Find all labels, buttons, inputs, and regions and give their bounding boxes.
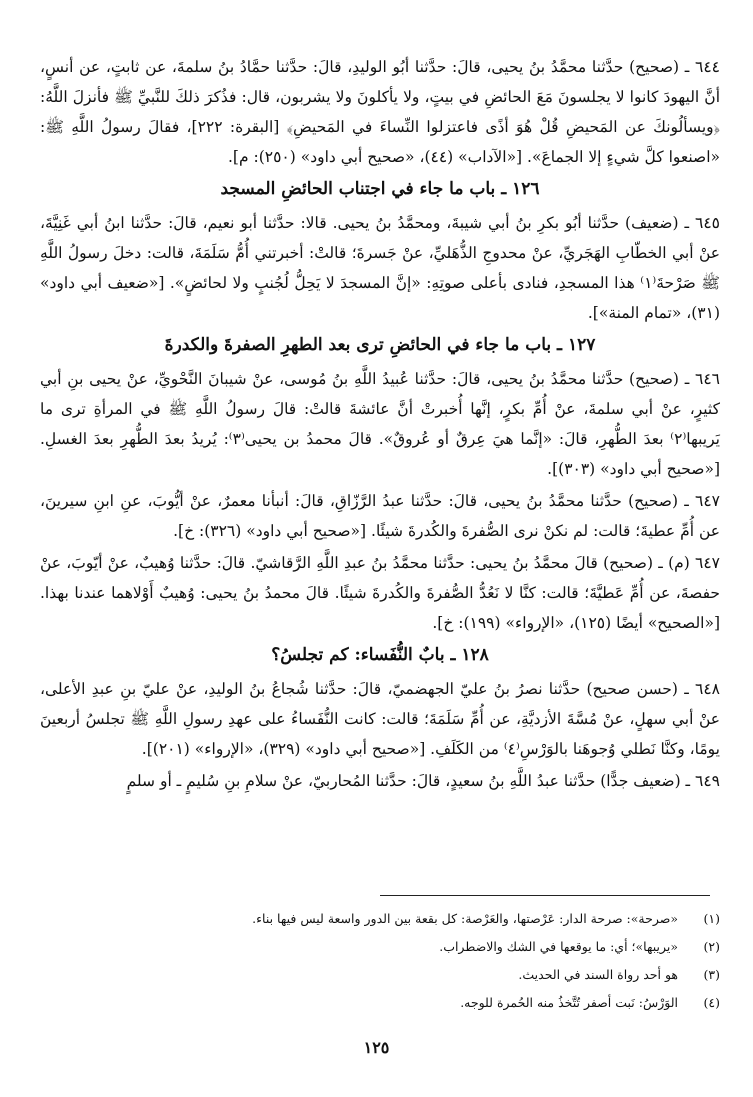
footnote-text: «يريبها»؛ أي: ما يوقعها في الشك والاضطراب. <box>439 939 678 954</box>
footnote-3 <box>40 961 720 989</box>
page-number: ١٢٥ <box>363 1038 390 1057</box>
footnote-text: «صرحة»: صرحة الدار: عَرْصتها، والعَرْصة: كل بقعة بين الدور واسعة ليس فيها بناء. <box>252 911 678 926</box>
footnote-text: هو أحد رواة السند في الحديث. <box>518 967 678 982</box>
hadith-649: ٦٤٩ ـ (ضعيف جدًّا) حدَّثنا عبدُ اللَّهِ بنُ سعيدٍ، قالَ: حدَّثنا المُحاربيّ، عنْ سلامِ بنِ سُليمٍ ـ أو سلمٍ <box>126 772 720 790</box>
hadith-647: ٦٤٧ ـ (صحيح) حدَّثنا محمَّدُ بنُ يحيى، قالَ: حدَّثنا عبدُ الرَّزّاقِ، قالَ: أنبأنا معمرٌ، عنْ أيُّوبَ، عنِ ابنِ سيرينَ، عن أُمِّ عطيةَ؛ قالت: لم نكنْ نرى الصُّفرةَ والكُدرةَ شيئًا. [«صحيح أبي داود» (٣٢٦): خ]. <box>40 492 720 540</box>
footnotes <box>40 905 720 1017</box>
hadith-647m: ٦٤٧ (م) ـ (صحيح) قالَ محمَّدُ بنُ يحيى: حدَّثنا محمَّدُ بنُ عبدِ اللَّهِ الرَّقاشيّ. قالَ: حدَّثنا وُهيبٌ، عنْ أيّوبَ، عنْ حفصةَ، عن أُمِّ عَطيَّةَ؛ قالت: كنَّا لا نَعُدُّ الصُّفرةَ والكُدرةَ شيئًا. قالَ محمدُ بنُ يحيى: وُهيبٌ أَوْلاهما عندنا بهذا. [«الصحيح» أيضًا (١٢٥)، «الإرواء» (١٩٩): خ]. <box>40 554 720 632</box>
footnote-2 <box>40 933 720 961</box>
chapter-128-title: ١٢٨ ـ بابٌ النُّفَساء: كم تجلسُ؟ <box>271 645 489 665</box>
footnote-4 <box>40 989 720 1017</box>
chapter-127-title: ١٢٧ ـ باب ما جاء في الحائضِ ترى بعد الطهرِ الصفرةَ والكدرةَ <box>164 335 596 355</box>
footnote-1 <box>40 905 720 933</box>
footnote-number: (٢) <box>703 939 720 954</box>
hadith-644: ٦٤٤ ـ (صحيح) حدَّثنا محمَّدُ بنُ يحيى، قالَ: حدَّثنا أبُو الوليدِ، قالَ: حدَّثنا حمَّادُ بنُ سلمةَ، عن ثابتٍ، عن أنسٍ، أنَّ اليهودَ كانوا لا يجلسونَ مَعَ الحائضِ في بيتٍ، ولا يأكلونَ ولا يشربون، قال: فذُكرَ ذلكَ للنَّبيِّ ﷺ فأنزلَ اللَّهُ: ﴿ويسألُونكَ عن المَحيضِ قُلْ هُوَ أذًى فاعتزلوا النِّساءَ في المَحيضِ﴾ [البقرة: ٢٢٢]، فقالَ رسولُ اللَّهِ ﷺ: «اصنعوا كلَّ شيءٍ إلا الجماعَ». [«الآداب» (٤٤)، «صحيح أبي داود» (٢٥٠): م]. <box>40 58 720 166</box>
footnote-number: (٤) <box>703 995 720 1010</box>
page-body <box>40 52 720 798</box>
hadith-646: ٦٤٦ ـ (صحيح) حدَّثنا محمَّدُ بنُ يحيى، قالَ: حدَّثنا عُبيدُ اللَّهِ بنُ مُوسى، عنْ شيبانَ النَّحْويِّ، عنْ يحيى بنِ أبي كثيرٍ، عنْ أبي سلمةَ، عنْ أُمِّ بكرٍ، إنَّها أُخبرتْ أنَّ عائشةَ قالتْ: قالَ رسولُ اللَّهِ ﷺ في المرأةِ ترى ما يَريبها⁽٢⁾ بعدَ الطُّهرِ، قالَ: «إنَّما هيَ عِرقٌ أو عُروقٌ». قالَ محمدُ بن يحيى⁽٣⁾: يُريدُ بعدَ الطُّهرِ بعدَ الغسلِ. [«صحيح أبي داود» (٣٠٣)]. <box>40 370 720 478</box>
footnote-number: (١) <box>703 911 720 926</box>
footnote-divider <box>380 895 710 896</box>
hadith-645: ٦٤٥ ـ (ضعيف) حدَّثنا أبُو بكرِ بنُ أبي شيبةَ، ومحمَّدُ بنُ يحيى. قالا: حدَّثنا أبو نعيم، قالَ: حدَّثنا ابنُ أبي غَنِيَّةَ، عنْ أبي الخطّابِ الهَجَريِّ، عنْ محدوجِ الذُّهَليِّ، عنْ جَسرةَ؛ قالتْ: أخبرتني أُمُّ سَلَمَةَ، قالت: دخلَ رسولُ اللَّهِ ﷺ صَرْحةَ⁽١⁾ هذا المسجدِ، فنادى بأعلى صوتِهِ: «إنَّ المسجدَ لا يَحِلُّ لُجُنبٍ ولا لحائضٍ». [«ضعيف أبي داود» (٣١)، «تمام المنة»]. <box>40 214 720 322</box>
footnote-text: الوَرْسُ: نَبت أصفر تُتَّخذُ منه الحُمرة للوجه. <box>460 995 678 1010</box>
chapter-126-title: ١٢٦ ـ باب ما جاء في اجتناب الحائضِ المسجد <box>220 179 540 199</box>
hadith-648: ٦٤٨ ـ (حسن صحيح) حدَّثنا نصرُ بنُ عليّ الجهضميّ، قالَ: حدَّثنا شُجاعُ بنُ الوليدِ، عنْ عليّ بنِ عبدِ الأعلى، عنْ أبي سهلٍ، عنْ مُسَّةَ الأزديَّةِ، عن أُمِّ سَلَمَةَ؛ قالت: كانت النُّفَساءُ على عهدِ رسولِ اللَّهِ ﷺ تجلسُ أربعينَ يومًا، وكنَّا نَطلي وُجوهَنا بالوَرْسِ⁽٤⁾ من الكَلَفِ. [«صحيح أبي داود» (٣٢٩)، «الإرواء» (٢٠١)]. <box>40 680 720 758</box>
footnote-number: (٣) <box>703 967 720 982</box>
